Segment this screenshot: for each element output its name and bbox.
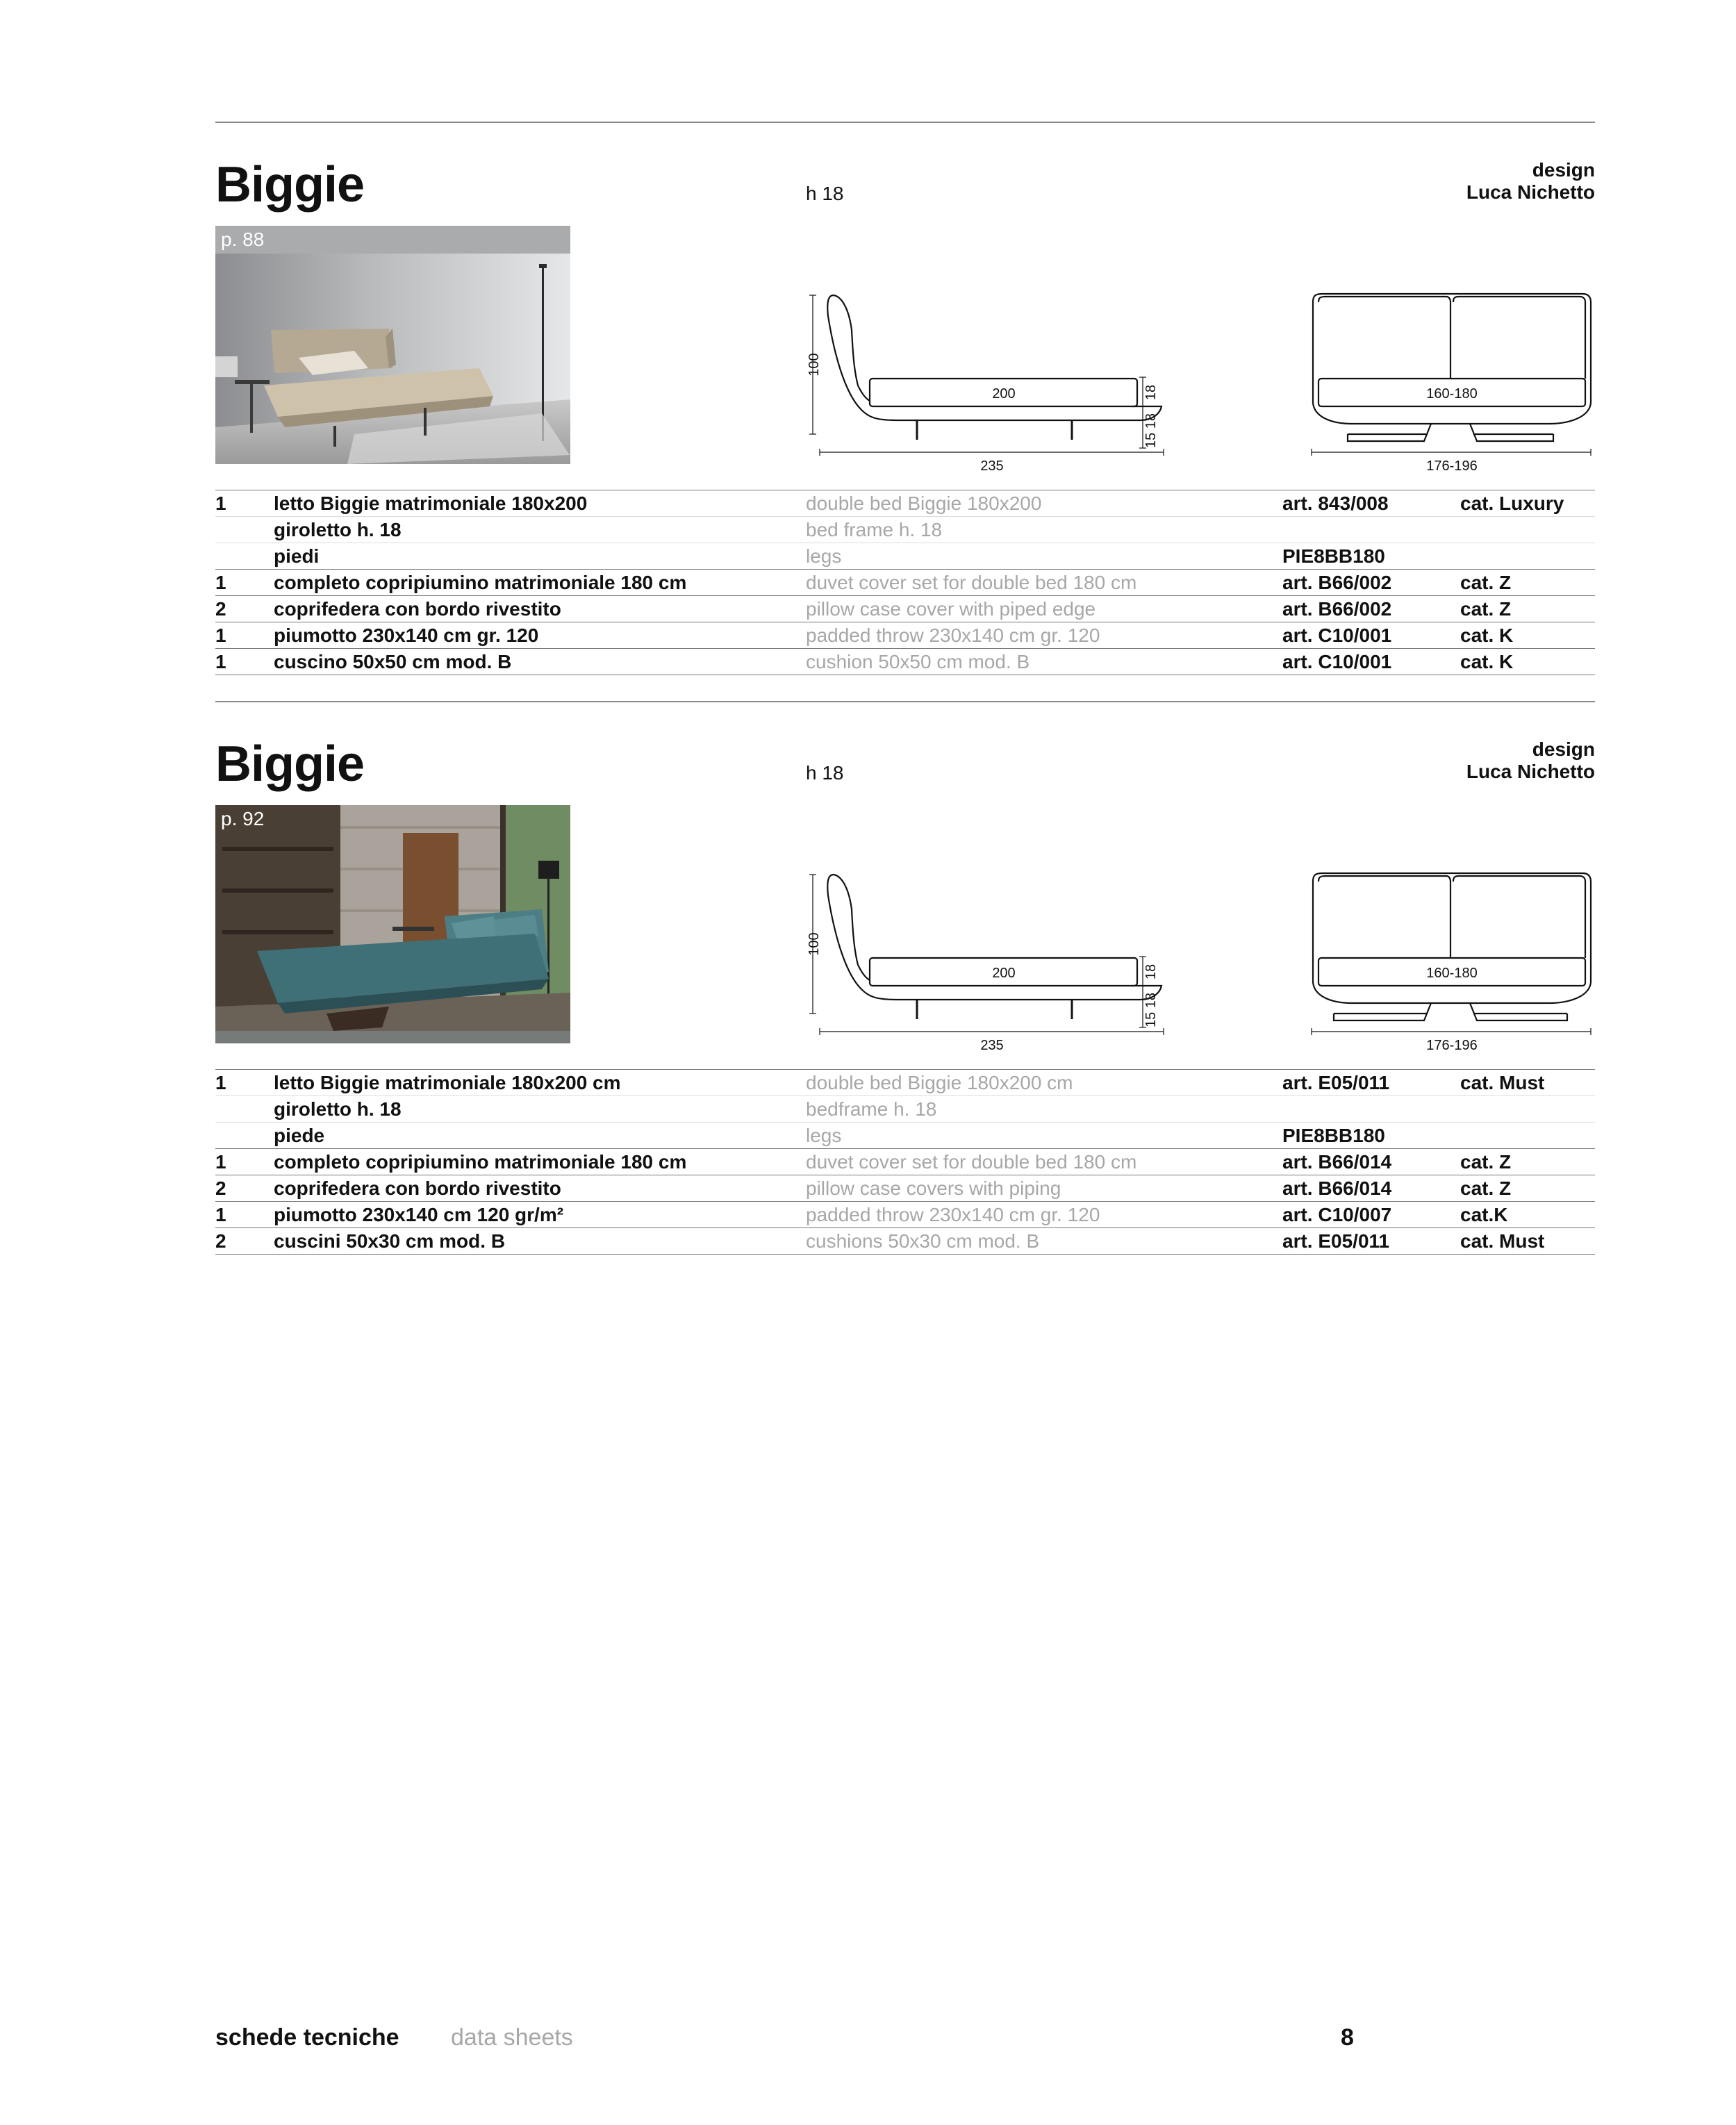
product-title: Biggie <box>215 736 365 792</box>
dim-frame-height: 15 18 <box>1143 992 1159 1028</box>
table-row: 2 coprifedera con bordo rivestito pillow case cover with piped edge art. B66/002 cat. Z <box>215 596 1595 622</box>
table-row: giroletto h. 18 bed frame h. 18 <box>215 517 1595 543</box>
bed-frame-outline <box>827 295 1162 420</box>
side-view-drawing <box>806 868 1181 1055</box>
table-row: piedi legs PIE8BB180 <box>215 543 1595 570</box>
footer-section-title-en: data sheets <box>451 2024 573 2051</box>
dim-total-length: 235 <box>980 1038 1004 1053</box>
headboard-outline <box>1313 294 1591 424</box>
table-row: giroletto h. 18 bedframe h. 18 <box>215 1096 1595 1123</box>
height-label: h 18 <box>806 762 844 784</box>
table-row: piede legs PIE8BB180 <box>215 1123 1595 1149</box>
page-reference: p. 92 <box>221 808 265 829</box>
page-number: 8 <box>1341 2024 1354 2051</box>
footer-section-title: schede tecniche <box>215 2024 399 2051</box>
section-divider <box>215 701 1595 702</box>
table-row: 1 piumotto 230x140 cm gr. 120 padded throw 230x140 cm gr. 120 art. C10/001 cat. K <box>215 622 1595 649</box>
dim-total-length: 235 <box>980 458 1004 474</box>
table-row: 1 letto Biggie matrimoniale 180x200 cm double bed Biggie 180x200 cm art. E05/011 cat. Must <box>215 1070 1595 1096</box>
product-title: Biggie <box>215 157 365 213</box>
page-reference: p. 88 <box>221 229 265 250</box>
section-divider <box>215 122 1595 123</box>
dim-mattress-length: 200 <box>992 966 1016 981</box>
table-row: 1 piumotto 230x140 cm 120 gr/m² padded throw 230x140 cm gr. 120 art. C10/007 cat.K <box>215 1202 1595 1228</box>
dim-inner-width: 160-180 <box>1426 386 1478 402</box>
designer-name: Luca Nichetto <box>1466 761 1595 782</box>
dim-height: 100 <box>807 932 822 956</box>
bed-frame-outline <box>827 875 1162 1000</box>
table-row: 1 letto Biggie matrimoniale 180x200 double bed Biggie 180x200 art. 843/008 cat. Luxury <box>215 490 1595 517</box>
product-photo <box>215 226 570 464</box>
side-view-drawing <box>806 288 1181 476</box>
design-label: design <box>1532 159 1595 181</box>
front-view-drawing <box>1306 288 1595 476</box>
dim-inner-width: 160-180 <box>1426 966 1478 981</box>
table-row: 1 completo copripiumino matrimoniale 180 cm duvet cover set for double bed 180 cm art. B66/014 cat. Z <box>215 1149 1595 1175</box>
table-row: 1 cuscino 50x50 cm mod. B cushion 50x50 cm mod. B art. C10/001 cat. K <box>215 649 1595 675</box>
dim-outer-width: 176-196 <box>1426 1038 1478 1053</box>
dim-outer-width: 176-196 <box>1426 458 1478 474</box>
bedroom-photo-image <box>215 226 570 464</box>
spec-table <box>215 490 1595 675</box>
spec-table <box>215 1069 1595 1255</box>
front-view-drawing <box>1306 868 1595 1055</box>
dim-frame-height: 15 18 <box>1143 413 1159 449</box>
product-photo <box>215 805 570 1043</box>
dim-mattress-height: 18 <box>1143 964 1159 980</box>
headboard-outline <box>1313 873 1591 1003</box>
designer-credit <box>1466 159 1595 204</box>
designer-name: Luca Nichetto <box>1466 181 1595 203</box>
table-row: 2 cuscini 50x30 cm mod. B cushions 50x30 cm mod. B art. E05/011 cat. Must <box>215 1228 1595 1255</box>
table-row: 2 coprifedera con bordo rivestito pillow case covers with piping art. B66/014 cat. Z <box>215 1175 1595 1202</box>
height-label: h 18 <box>806 183 844 204</box>
dim-mattress-height: 18 <box>1143 384 1159 401</box>
design-label: design <box>1532 738 1595 760</box>
dim-mattress-length: 200 <box>992 386 1016 402</box>
table-row: 1 completo copripiumino matrimoniale 180 cm duvet cover set for double bed 180 cm art. B66/002 cat. Z <box>215 570 1595 596</box>
dim-height: 100 <box>807 353 822 377</box>
designer-credit <box>1466 738 1595 783</box>
bedroom-photo-image <box>215 805 570 1043</box>
